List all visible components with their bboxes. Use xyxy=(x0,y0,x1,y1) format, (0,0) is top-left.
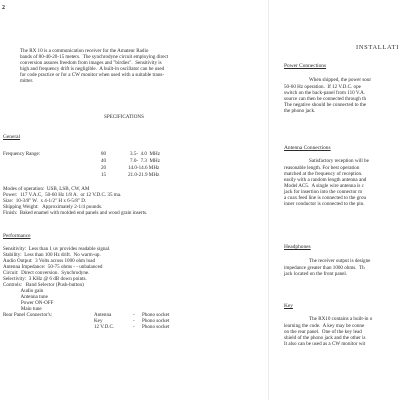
performance-line: Power ON-OFF xyxy=(3,300,54,306)
intro-line: The RX 10 is a communication receiver for the Amateur Radio xyxy=(20,48,149,54)
headphones-line: The receiver output is designe xyxy=(309,258,371,264)
intro-line: mitter. xyxy=(20,78,34,84)
band-number: 40 xyxy=(101,158,107,164)
intro-line: high and frequency drift is negligible. A built-in oscillator can be used xyxy=(20,66,165,72)
antenna-line: matched at the frequency of reception. xyxy=(284,171,363,177)
rear-connector-sep: - xyxy=(133,324,135,330)
rear-connector-value: Phono socket xyxy=(142,318,170,324)
performance-line: Audio gain xyxy=(3,288,44,294)
rear-connector-name: Key xyxy=(94,318,103,324)
performance-line: Controls: Band Selector (Push-button) xyxy=(3,282,84,288)
antenna-line: a coax feed line is connected to the grou xyxy=(284,195,367,201)
general-heading: General xyxy=(3,134,21,140)
power-line: source can then be connected through th xyxy=(284,96,367,102)
performance-line: Selectivity: 3 KHz @ 6 dB down points. xyxy=(3,276,87,282)
frequency-range-label: Frequency Range: xyxy=(3,151,41,157)
intro-line: conversion assures freedom from images and "birdies". Sensitivity is xyxy=(20,60,162,66)
general-spec-line: Shipping Weight: Approximately 2-1/4 pounds. xyxy=(3,204,103,210)
key-line: learning the code. A key may be conne xyxy=(284,323,365,329)
performance-line: Main tune xyxy=(3,306,42,312)
rear-connector-name: Antenna xyxy=(94,312,112,318)
antenna-line: Satisfactory reception will be xyxy=(309,158,369,164)
antenna-line: Model AC5. A single wire antenna is c xyxy=(284,183,364,189)
intro-line: bands of 80-40-20-15 meters. The synchrodyne circuit employing direct xyxy=(20,54,169,60)
general-spec-line: Modes of operation: USB, LSB, CW, AM xyxy=(3,186,90,192)
band-number: 15 xyxy=(101,172,107,178)
general-spec-line: Size: 10-3/8" W. x 4-1/2" H x 6-5/8" D. xyxy=(3,198,87,204)
general-spec-line: Power: 117 V.A.C, 50-60 Hz 1/8 A. or 12 V.D.C. 35 ma. xyxy=(3,192,122,198)
rear-connector-value: Phono socket xyxy=(142,324,170,330)
performance-line: Stability: Less than 100 Hz drift. No warm-up. xyxy=(3,252,101,258)
band-range: 21.0-21.9 MHz xyxy=(128,172,160,178)
rear-connector-sep: - xyxy=(133,312,135,318)
band-range: 3.5- 4.0 MHz xyxy=(130,151,160,157)
band-range: 7.0- 7.3 MHz xyxy=(130,158,160,164)
performance-line: Sensitivity: Less than 1 uv provides readable signal. xyxy=(3,246,111,252)
antenna-line: inner conductor is connected to the pin. xyxy=(284,201,365,207)
power-connections-heading: Power Connections xyxy=(284,63,327,69)
antenna-connections-heading: Antenna Connections xyxy=(284,145,331,151)
page-fold-divider xyxy=(268,0,269,400)
key-line: It also can be used as a CW monitor wit xyxy=(284,341,366,347)
specifications-title: SPECIFICATIONS xyxy=(104,114,144,120)
antenna-line: reasonable length. For best operation xyxy=(284,165,360,171)
band-number: 80 xyxy=(101,151,107,157)
installation-title: INSTALLATI xyxy=(356,44,400,51)
key-line: on the rear panel. One of the key lead xyxy=(284,329,362,335)
power-line: When shipped, the power sour xyxy=(309,77,372,83)
antenna-line: jack for insertion into the connector m xyxy=(284,189,363,195)
antenna-line: easily with a random length antenna and xyxy=(284,177,367,183)
band-range: 14.0-14.6 MHz xyxy=(128,165,160,171)
performance-line: Audio Output: 3 Volts across 1000 ohm load xyxy=(3,258,96,264)
key-line: shield of the phono jack and the other is xyxy=(284,335,366,341)
headphones-line: impedance greater than 1000 ohms. Th xyxy=(284,265,365,271)
power-line: 50-60 Hz operation. If 12 V.D.C. ope xyxy=(284,84,361,90)
performance-line: Circuit: Direct conversion. Synchrodyne. xyxy=(3,270,90,276)
power-line: switch on the back-panel from 110 V.A. xyxy=(284,90,366,96)
rear-connector-value: Phono socket xyxy=(142,312,170,318)
performance-heading: Performance xyxy=(3,233,31,239)
intro-line: for code practice or for a CW monitor when used with a suitable trans- xyxy=(20,72,165,78)
power-line: The negative should be connected to the xyxy=(284,102,367,108)
key-line: The RX10 contains a built-in o xyxy=(309,316,373,322)
band-number: 20 xyxy=(101,165,107,171)
key-heading: Key xyxy=(284,303,293,309)
rear-connector-name: 12 V.D.C. xyxy=(94,324,115,330)
general-spec-line: Finish: Baked enamel with molded end panels and wood grain inserts. xyxy=(3,210,148,216)
power-line: the phono jack. xyxy=(284,108,316,114)
performance-line: Antenna Impedance: 50-75 ohms - - unbalanced xyxy=(3,264,103,270)
rear-panel-label: Rear Panel Connector's: xyxy=(3,312,53,318)
page-corner-mark: 2 xyxy=(2,5,5,11)
rear-connector-sep: - xyxy=(133,318,135,324)
headphones-line: jack located on the front panel. xyxy=(284,271,348,277)
performance-line: Antenna tune xyxy=(3,294,48,300)
headphones-heading: Headphones xyxy=(284,244,311,250)
